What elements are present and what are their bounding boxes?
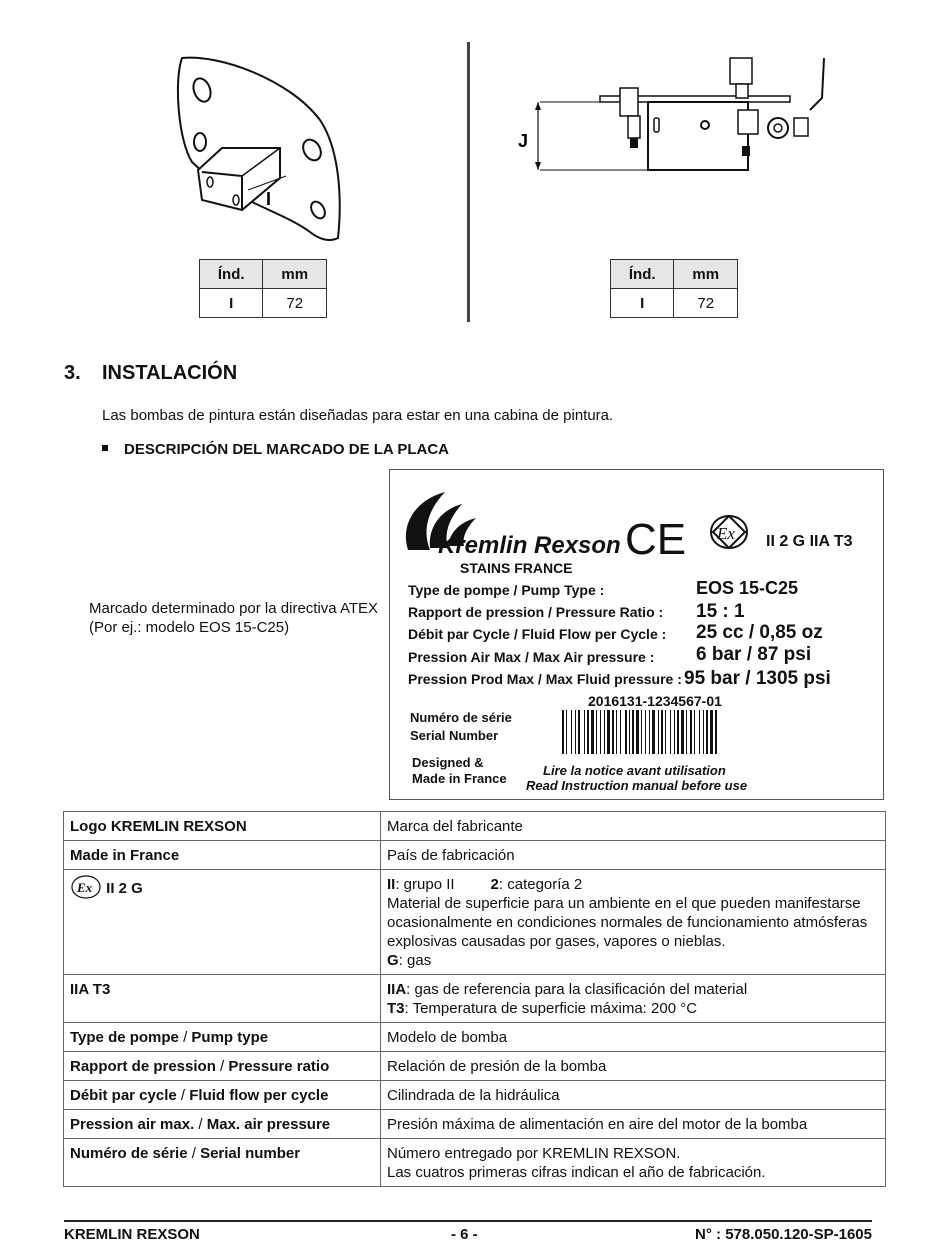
vertical-divider — [467, 42, 470, 322]
table-cell-value: País de fabricación — [381, 841, 886, 870]
table-row — [64, 1081, 886, 1110]
dimension-label-i: I — [266, 189, 272, 209]
footer-doc-number: N° : 578.050.120-SP-1605 — [695, 1226, 872, 1243]
footer-company: KREMLIN REXSON — [64, 1226, 200, 1243]
table-cell-value — [381, 870, 886, 975]
table-row — [64, 1110, 886, 1139]
section-number: 3. — [64, 362, 81, 384]
table-row — [64, 870, 886, 975]
table-cell-key: Made in France — [64, 841, 381, 870]
table-cell-key: Logo KREMLIN REXSON — [64, 812, 381, 841]
plate-notice: Lire la notice avant utilisation — [543, 763, 726, 778]
pump-side-drawing — [510, 50, 840, 190]
marking-description-table — [63, 811, 886, 1187]
plate-row-label: Pression Air Max / Max Air pressure : — [408, 649, 655, 665]
cell: 72 — [263, 289, 327, 318]
plate-row-value: 6 bar / 87 psi — [696, 644, 812, 665]
col-header: mm — [674, 260, 738, 289]
atex-ex-icon — [711, 516, 747, 548]
table-cell-value: Cilindrada de la hidráulica — [381, 1081, 886, 1110]
plate-serial-value: 2016131-1234567-01 — [588, 693, 722, 709]
table-cell-value: Modelo de bomba — [381, 1023, 886, 1052]
ce-mark: CE — [625, 515, 687, 564]
table-cell-value: Número entregado por KREMLIN REXSON. Las cuatros primeras cifras indican el año de fabricación. — [381, 1139, 886, 1187]
table-row — [64, 975, 886, 1023]
table-cell-key: Débit par cycle / Fluid flow per cycle — [64, 1081, 381, 1110]
nameplate — [389, 469, 884, 800]
table-cell-key: Rapport de pression / Pressure ratio — [64, 1052, 381, 1081]
cell: I — [611, 289, 674, 318]
plate-row-label: Rapport de pression / Pressure Ratio : — [408, 604, 664, 620]
table-cell-key: IIA T3 — [64, 975, 381, 1023]
dimension-label-j: J — [518, 131, 529, 151]
bullet-text: DESCRIPCIÓN DEL MARCADO DE LA PLACA — [124, 441, 450, 458]
table-row — [64, 1023, 886, 1052]
table-cell-key: Type de pompe / Pump type — [64, 1023, 381, 1052]
plate-serial-label: Numéro de série — [410, 710, 512, 725]
dimension-table-left — [199, 259, 327, 318]
atex-group-label: II 2 G — [106, 880, 143, 897]
plate-atex-code: II 2 G IIA T3 — [766, 533, 853, 550]
barcode-icon — [562, 710, 717, 754]
bullet-heading — [102, 441, 449, 458]
plate-row-value: EOS 15-C25 — [696, 578, 799, 598]
page-footer — [64, 1220, 872, 1243]
table-row — [64, 841, 886, 870]
gas-line: G: gas — [387, 952, 432, 969]
nameplate-graphic — [390, 470, 883, 799]
plate-row-label: Pression Prod Max / Max Fluid pressure : — [408, 671, 682, 687]
table-cell-value: IIA: gas de referencia para la clasificación del material T3: Temperatura de superficie máxima: 200 °C — [381, 975, 886, 1023]
intro-text: Las bombas de pintura están diseñadas para estar en una cabina de pintura. — [102, 407, 614, 424]
plate-serial-label: Serial Number — [410, 728, 499, 743]
table-cell-value: Relación de presión de la bomba — [381, 1052, 886, 1081]
cell: I — [200, 289, 263, 318]
plate-designed-label: Designed & — [412, 755, 484, 770]
footer-page-number: - 6 - — [451, 1226, 478, 1243]
bracket-drawing — [170, 50, 350, 250]
section-title: INSTALACIÓN — [102, 362, 238, 384]
table-row — [64, 1139, 886, 1187]
plate-row-value: 95 bar / 1305 psi — [684, 668, 831, 689]
section-heading — [64, 362, 237, 385]
atex-ex-icon — [70, 875, 102, 899]
table-row — [64, 812, 886, 841]
plate-designed-label: Made in France — [412, 771, 507, 786]
table-cell-key: Pression air max. / Max. air pressure — [64, 1110, 381, 1139]
marking-note: Marcado determinado por la directiva ATEX (Por ej.: modelo EOS 15-C25) — [89, 600, 379, 636]
svg-text:Ex: Ex — [77, 880, 93, 895]
bullet-square-icon — [102, 445, 108, 451]
plate-brand: Kremlin Rexson — [438, 532, 621, 559]
table-row — [64, 1052, 886, 1081]
plate-city: STAINS FRANCE — [460, 560, 573, 576]
cell: 72 — [674, 289, 738, 318]
plate-row-label: Débit par Cycle / Fluid Flow per Cycle : — [408, 626, 667, 642]
plate-row-value: 15 : 1 — [696, 601, 745, 622]
group-category-line: II: grupo II 2: categoría 2 — [387, 876, 583, 893]
table-cell-value: Marca del fabricante — [381, 812, 886, 841]
table-cell-value: Presión máxima de alimentación en aire del motor de la bomba — [381, 1110, 886, 1139]
col-header: Índ. — [200, 260, 263, 289]
plate-row-label: Type de pompe / Pump Type : — [408, 582, 605, 598]
plate-row-value: 25 cc / 0,85 oz — [696, 622, 823, 643]
plate-notice: Read Instruction manual before use — [526, 778, 748, 793]
dimension-table-right — [610, 259, 738, 318]
table-cell-key: Numéro de série / Serial number — [64, 1139, 381, 1187]
svg-text:Ex: Ex — [717, 524, 735, 543]
table-cell-key — [64, 870, 381, 975]
col-header: Índ. — [611, 260, 674, 289]
col-header: mm — [263, 260, 327, 289]
category-description: Material de superficie para un ambiente en el que pueden manifestarse ocasionalmente en condiciones normales de funcionamiento atmósferas explosivas causadas por gases, vapores o nieblas. — [387, 895, 868, 950]
